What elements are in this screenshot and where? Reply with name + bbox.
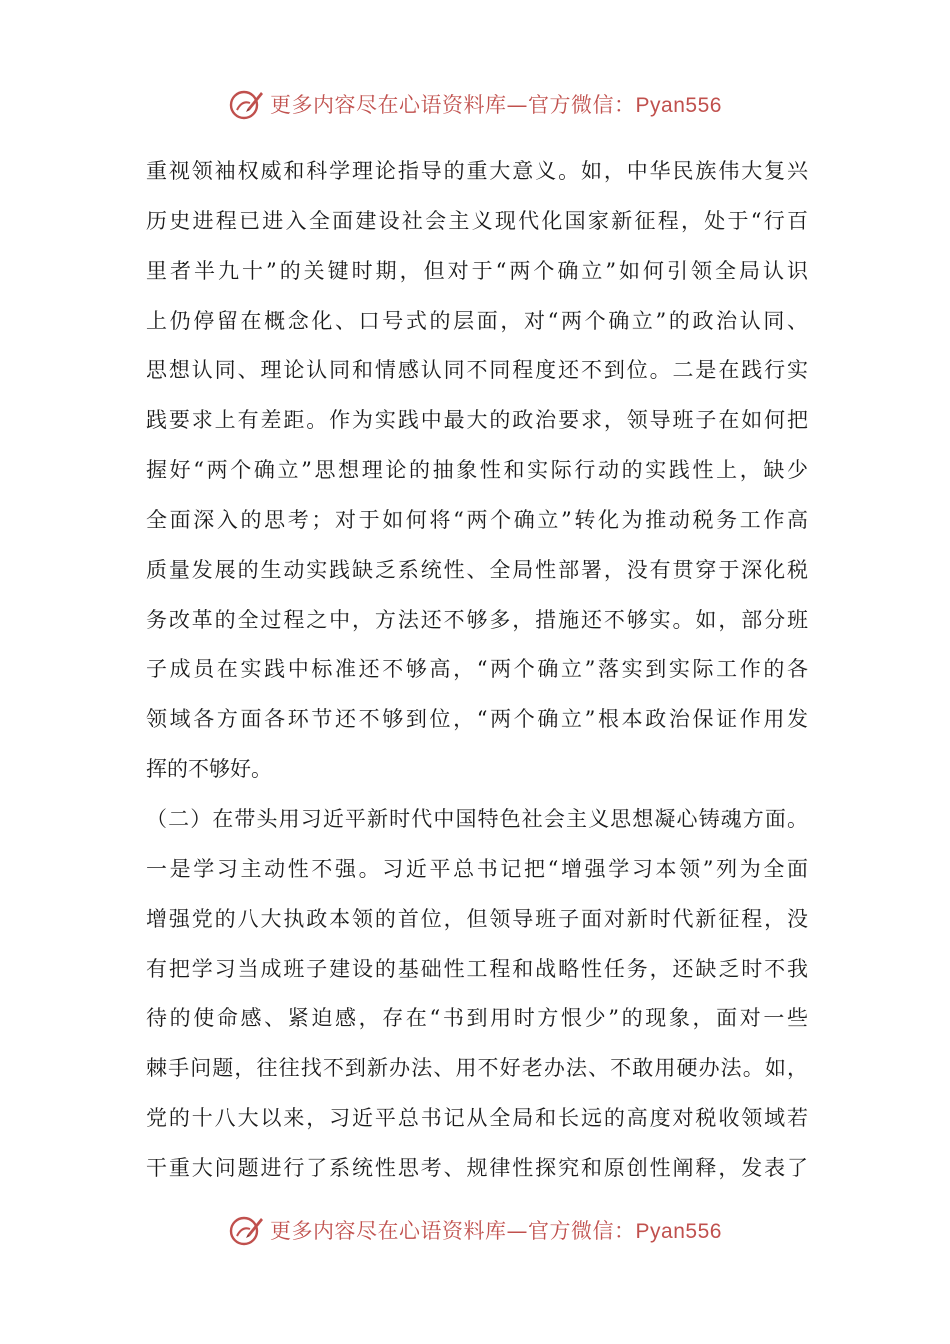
body-line: 质量发展的生动实践缺乏系统性、全局性部署，没有贯穿于深化税 <box>146 557 808 582</box>
header-brand: 更多内容尽在心语资料库 <box>270 93 507 117</box>
body-line: 握好“两个确立”思想理论的抽象性和实际行动的实践性上，缺少 <box>146 458 808 483</box>
header-wechat-id: Pyan556 <box>635 94 722 117</box>
header-dash: — <box>506 93 529 117</box>
footer-dash: — <box>506 1219 529 1243</box>
footer-wechat-label: 官方微信： <box>528 1219 636 1243</box>
body-line: 思想认同、理论认同和情感认同不同程度还不到位。二是在践行实 <box>146 358 808 383</box>
header-watermark-text <box>270 89 722 119</box>
body-line: 子成员在实践中标准还不够高，“两个确立”落实到实际工作的各 <box>146 657 808 682</box>
body-line: 践要求上有差距。作为实践中最大的政治要求，领导班子在如何把 <box>146 408 808 433</box>
document-body <box>146 147 808 1194</box>
footer-watermark-text <box>270 1215 722 1245</box>
body-line: 增强党的八大执政本领的首位，但领导班子面对新时代新征程，没 <box>146 906 808 931</box>
body-line: 里者半九十”的关键时期，但对于“两个确立”如何引领全局认识 <box>146 258 808 283</box>
body-line: 干重大问题进行了系统性思考、规律性探究和原创性阐释，发表了 <box>146 1155 808 1180</box>
header-watermark <box>0 84 950 124</box>
body-line: 全面深入的思考；对于如何将“两个确立”转化为推动税务工作高 <box>146 507 808 532</box>
body-line: 领域各方面各环节还不够到位，“两个确立”根本政治保证作用发 <box>146 707 808 732</box>
body-line: 待的使命感、紧迫感，存在“书到用时方恨少”的现象，面对一些 <box>146 1006 808 1031</box>
body-line: 重视领袖权威和科学理论指导的重大意义。如，中华民族伟大复兴 <box>146 159 808 183</box>
body-line: 棘手问题，往往找不到新办法、用不好老办法、不敢用硬办法。如， <box>146 1056 808 1081</box>
footer-brand: 更多内容尽在心语资料库 <box>270 1219 507 1243</box>
body-line: 挥的不够好。 <box>146 757 272 782</box>
section-heading: （二）在带头用习近平新时代中国特色社会主义思想凝心铸魂方面。 <box>146 806 808 831</box>
body-line: 一是学习主动性不强。习近平总书记把“增强学习本领”列为全面 <box>146 856 808 881</box>
body-line: 历史进程已进入全面建设社会主义现代化国家新征程，处于“行百 <box>146 208 808 233</box>
footer-watermark <box>0 1210 950 1250</box>
pen-logo-icon <box>228 86 264 122</box>
pen-logo-icon <box>228 1212 264 1248</box>
body-line: 有把学习当成班子建设的基础性工程和战略性任务，还缺乏时不我 <box>146 956 808 981</box>
body-line: 党的十八大以来，习近平总书记从全局和长远的高度对税收领域若 <box>146 1106 808 1131</box>
footer-wechat-id: Pyan556 <box>635 1220 722 1243</box>
header-wechat-label: 官方微信： <box>528 93 636 117</box>
body-line: 务改革的全过程之中，方法还不够多，措施还不够实。如，部分班 <box>146 607 808 632</box>
body-line: 上仍停留在概念化、口号式的层面，对“两个确立”的政治认同、 <box>146 308 808 333</box>
